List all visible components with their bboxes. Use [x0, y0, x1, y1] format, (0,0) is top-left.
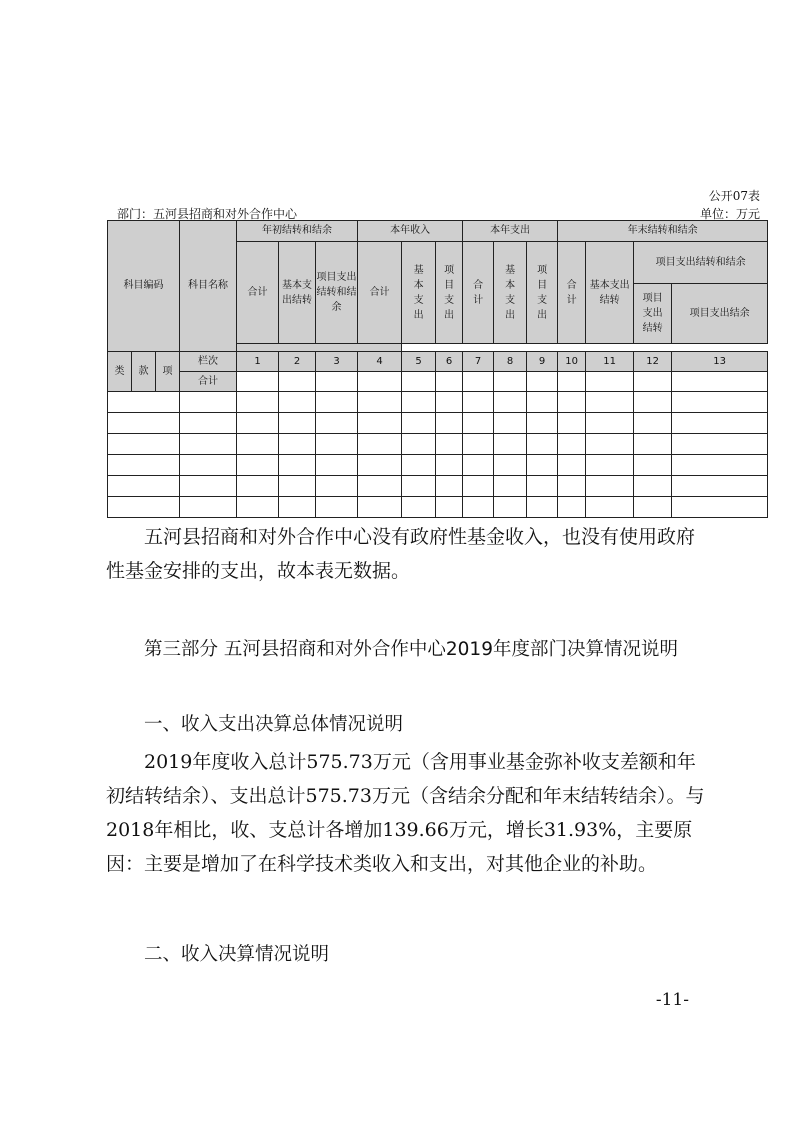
header-column-no: 栏次 — [180, 352, 237, 372]
header-income-basic: 基本支出 — [402, 242, 436, 344]
header-lei: 类 — [108, 352, 132, 392]
header-income: 本年收入 — [358, 221, 463, 242]
no-data-note: 五河县招商和对外合作中心没有政府性基金收入，也没有使用政府性基金安排的支出，故本表无数据。 — [106, 526, 696, 582]
header-expense: 本年支出 — [463, 221, 558, 242]
table-row — [108, 392, 768, 413]
col-no-12: 12 — [634, 352, 672, 372]
government-fund-table — [107, 220, 768, 518]
header-begin-total: 合计 — [237, 242, 279, 344]
table-row — [108, 497, 768, 518]
header-subject-name: 科目名称 — [180, 221, 237, 352]
header-subject-code: 科目编码 — [108, 221, 180, 352]
header-income-total: 合计 — [358, 242, 402, 344]
header-end-project-carry: 项目支出结转 — [634, 284, 672, 344]
col-no-11: 11 — [586, 352, 634, 372]
table-row — [108, 434, 768, 455]
header-begin-basic: 基本支出结转 — [279, 242, 316, 344]
col-no-10: 10 — [558, 352, 586, 372]
header-begin-project: 项目支出结转和结余 — [316, 242, 358, 344]
col-no-5: 5 — [402, 352, 436, 372]
table-row — [108, 476, 768, 497]
header-end-project-balance: 项目支出结余 — [672, 284, 768, 344]
col-no-1: 1 — [237, 352, 279, 372]
section-one-text: 2019年度收入总计575.73万元（含用事业基金弥补收支差额和年初结转结余）、支出总计575.73万元（含结余分配和年末结转结余）。与2018年相比，收、支总计各增加139.66万元，增长31.93%，主要原因：主要是增加了在科学技术类收入和支出，对其他企业的补助。 — [106, 751, 705, 875]
col-no-6: 6 — [436, 352, 463, 372]
header-expense-project: 项目支出 — [527, 242, 558, 344]
table-row — [108, 413, 768, 434]
col-no-7: 7 — [463, 352, 494, 372]
header-end-basic: 基本支出结转 — [586, 242, 634, 344]
col-no-2: 2 — [279, 352, 316, 372]
col-no-8: 8 — [494, 352, 527, 372]
unit-label: 单位：万元 — [699, 207, 760, 221]
header-xiang: 项 — [156, 352, 180, 392]
header-end-total: 合计 — [558, 242, 586, 344]
header-income-project: 项目支出 — [436, 242, 463, 344]
row-total-label: 合计 — [180, 372, 237, 392]
col-no-9: 9 — [527, 352, 558, 372]
header-expense-basic: 基本支出 — [494, 242, 527, 344]
department-label: 部门：五河县招商和对外合作中心 — [117, 207, 298, 221]
header-expense-total: 合计 — [463, 242, 494, 344]
header-end-project: 项目支出结转和结余 — [634, 242, 768, 284]
table-row — [108, 455, 768, 476]
section-one-title: 一、收入支出决算总体情况说明 — [144, 714, 404, 735]
part-three-title: 第三部分 五河县招商和对外合作中心2019年度部门决算情况说明 — [144, 639, 678, 660]
table-code: 公开07表 — [708, 189, 760, 203]
header-begin-balance: 年初结转和结余 — [237, 221, 358, 242]
col-no-3: 3 — [316, 352, 358, 372]
col-no-4: 4 — [358, 352, 402, 372]
section-two-title: 二、收入决算情况说明 — [144, 944, 330, 965]
header-end-balance: 年末结转和结余 — [558, 221, 768, 242]
page-number: -11- — [655, 990, 689, 1010]
col-no-13: 13 — [672, 352, 768, 372]
header-kuan: 款 — [132, 352, 156, 392]
